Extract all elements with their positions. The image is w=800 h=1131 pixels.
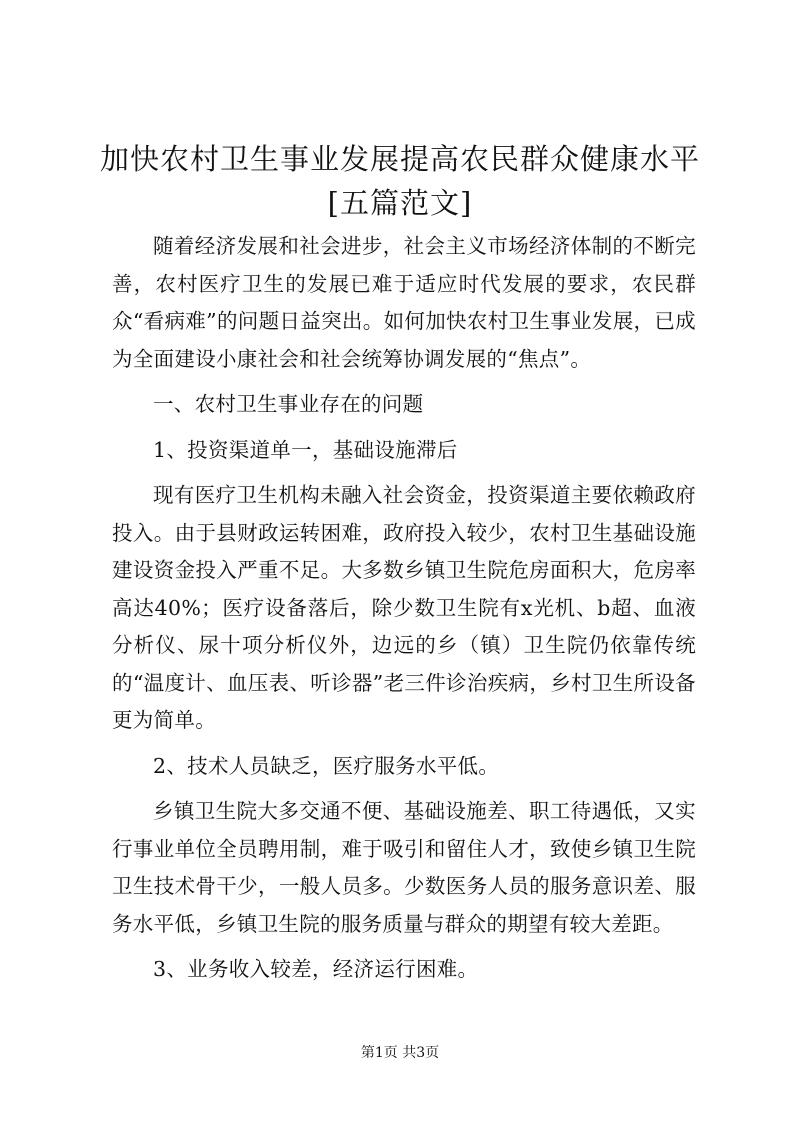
subheading-1: 1、投资渠道单一，基础设施滞后 [153, 437, 458, 462]
paragraph-intro: 随着经济发展和社会进步，社会主义市场经济体制的不断完善，农村医疗卫生的发展已难于适应时代发展的要求，农民群众“看病难”的问题日益突出。如何加快农村卫生事业发展，已成为全面建设小康社会和社会统筹协调发展的“焦点”。 [112, 234, 696, 371]
document-title [90, 137, 710, 225]
subheading-2: 2、技术人员缺乏，医疗服务水平低。 [153, 753, 500, 778]
section-heading-1: 一、农村卫生事业存在的问题 [153, 392, 424, 416]
title-line-2: [五篇范文] [327, 186, 473, 220]
paragraph-investment: 现有医疗卫生机构未融入社会资金，投资渠道主要依赖政府投入。由于县财政运转困难，政府投入较少，农村卫生基础设施建设资金投入严重不足。大多数乡镇卫生院危房面积大，危房率高达40%；医疗设备落后，除少数卫生院有x光机、b超、血液分析仪、尿十项分析仪外，边远的乡（镇）卫生院仍依靠传统的“温度计、血压表、听诊器”老三件诊治疾病，乡村卫生所设备更为简单。 [112, 483, 696, 732]
document-body [112, 228, 696, 997]
page-footer [0, 1043, 800, 1063]
paragraph-staff: 乡镇卫生院大多交通不便、基础设施差、职工待遇低，又实行事业单位全员聘用制，难于吸引和留住人才，致使乡镇卫生院卫生技术骨干少，一般人员多。少数医务人员的服务意识差、服务水平低，乡镇卫生院的服务质量与群众的期望有较大差距。 [112, 799, 696, 936]
page-number: 第1页 共3页 [360, 1045, 440, 1061]
title-line-1: 加快农村卫生事业发展提高农民群众健康水平 [99, 142, 700, 176]
subheading-3: 3、业务收入较差，经济运行困难。 [153, 957, 479, 981]
